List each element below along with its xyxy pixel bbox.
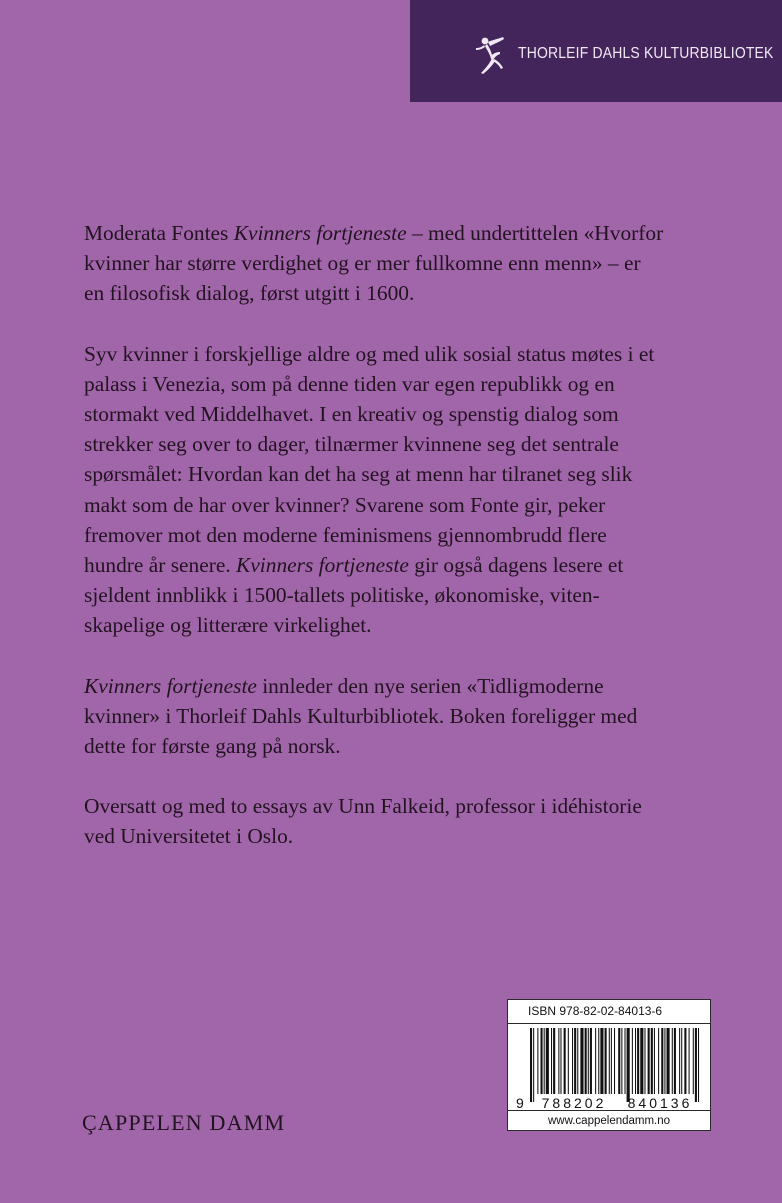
barcode-bar	[537, 1028, 538, 1094]
barcode-bar	[546, 1028, 549, 1094]
book-title-italic: Kvinners fortjeneste	[236, 553, 409, 578]
ean-barcode	[514, 1028, 706, 1110]
text-segment: gir også dagens lesere et	[408, 553, 624, 578]
barcode-bar	[600, 1028, 603, 1094]
barcode-bar	[693, 1028, 694, 1094]
barcode-bar	[585, 1028, 587, 1094]
barcode-bar	[674, 1028, 676, 1094]
text-segment: spørsmålet: Hvordan kan det ha seg at menn har tilranet seg slik	[84, 462, 633, 487]
paragraph	[84, 791, 724, 851]
barcode-bar	[661, 1028, 663, 1094]
publisher-url: www.cappelendamm.no	[508, 1110, 710, 1131]
text-segment: strekker seg over to dager, tilnærmer kvinnene seg det sentrale	[84, 432, 619, 457]
text-segment: skapelige og litterære virkelighet.	[84, 613, 372, 638]
barcode-bar	[611, 1028, 612, 1094]
text-segment: innleder den nye serien «Tidligmoderne	[256, 673, 604, 698]
barcode-bar	[574, 1028, 576, 1094]
back-cover-text	[84, 218, 724, 882]
text-line	[84, 550, 724, 580]
barcode-bar	[553, 1028, 555, 1094]
text-segment: ved Universitetet i Oslo.	[84, 824, 294, 849]
barcode-bar	[588, 1028, 589, 1094]
barcode-bar	[695, 1028, 697, 1102]
barcode-bar	[614, 1028, 615, 1094]
barcode-bar	[590, 1028, 592, 1094]
text-line	[84, 339, 724, 369]
barcode-bar	[598, 1028, 599, 1094]
text-line	[84, 369, 724, 399]
barcode-bar	[605, 1028, 607, 1094]
barcode-bar	[648, 1028, 650, 1094]
barcode-bar	[689, 1028, 690, 1094]
text-line	[84, 791, 724, 821]
barcode-bar	[621, 1028, 622, 1094]
text-segment: kvinner har større verdighet og er mer fullkomne enn menn» – er	[84, 251, 641, 276]
barcode-bar	[558, 1028, 559, 1094]
text-line	[84, 610, 724, 640]
text-segment: Moderata Fontes	[84, 221, 234, 245]
barcode-bar	[679, 1028, 680, 1094]
barcode-bar	[654, 1028, 655, 1094]
text-segment: hundre år senere.	[84, 553, 237, 578]
series-name: THORLEIF DAHLS KULTURBIBLIOTEK	[518, 45, 774, 62]
paragraph	[84, 218, 724, 309]
barcode-bar	[651, 1028, 653, 1094]
barcode-digits: 9	[516, 1095, 524, 1110]
text-line	[84, 580, 724, 610]
series-banner	[410, 0, 782, 102]
text-segment: Oversatt og med to essays av Unn Falkeid, professor i idéhistorie	[84, 794, 642, 819]
barcode-bar	[637, 1028, 639, 1094]
barcode-bar	[609, 1028, 610, 1094]
text-line	[84, 248, 724, 278]
barcode-bar	[681, 1028, 682, 1094]
text-segment: Syv kvinner i forskjellige aldre og med ulik sosial status møtes i et	[84, 341, 655, 366]
text-line	[84, 821, 724, 851]
text-line	[84, 731, 724, 761]
barcode-bar	[541, 1028, 543, 1094]
barcode-bar	[667, 1028, 670, 1094]
barcode-bar	[568, 1028, 569, 1094]
barcode-bar	[640, 1028, 643, 1094]
barcode-bar	[572, 1028, 573, 1094]
barcode-digits: 840136	[627, 1095, 693, 1110]
text-segment: makt som de har over kvinner? Svarene som Fonte gir, peker	[84, 492, 606, 517]
barcode-box	[507, 999, 711, 1131]
text-line	[84, 399, 724, 429]
barcode-bar	[635, 1028, 636, 1094]
barcode-bar	[627, 1028, 630, 1102]
barcode-bar	[684, 1028, 686, 1094]
barcode-bar	[560, 1028, 561, 1094]
isbn-label: ISBN 978-82-02-84013-6	[508, 1000, 710, 1024]
book-title-italic: Kvinners fortjeneste	[233, 221, 407, 245]
barcode-bar	[564, 1028, 566, 1094]
text-segment: palass i Venezia, som på denne tiden var egen republikk og en	[84, 371, 615, 396]
text-line	[84, 429, 724, 459]
barcode-bar	[664, 1028, 665, 1094]
paragraph	[84, 671, 724, 762]
text-segment: en filosofisk dialog, først utgitt i 1600.	[84, 281, 415, 306]
barcode-bar	[672, 1028, 673, 1094]
barcode-bar	[625, 1028, 626, 1094]
text-line	[84, 278, 724, 308]
barcode-bar	[658, 1028, 659, 1094]
paragraph	[84, 339, 724, 641]
barcode-digits: 788202	[541, 1095, 607, 1110]
barcode-bar	[530, 1028, 532, 1102]
text-line	[84, 459, 724, 489]
barcode-bar	[644, 1028, 645, 1094]
text-segment: stormakt ved Middelhavet. I en kreativ og spenstig dialog som	[84, 402, 619, 427]
text-segment: fremover mot den moderne feminismens gjennombrudd flere	[84, 522, 607, 547]
barcode-bar	[544, 1028, 545, 1094]
barcode-bar	[577, 1028, 578, 1094]
text-line	[84, 490, 724, 520]
barcode-bar	[580, 1028, 583, 1094]
text-line	[84, 520, 724, 550]
barcode-bar	[595, 1028, 596, 1094]
barcode-bar	[533, 1028, 534, 1102]
barcode-bar	[551, 1028, 552, 1094]
barcode-bar	[632, 1028, 633, 1094]
text-segment: – med undertittelen «Hvorfor	[406, 221, 664, 245]
text-segment: dette for første gang på norsk.	[84, 734, 341, 759]
text-line	[84, 218, 724, 248]
text-segment: sjeldent innblikk i 1500-tallets politiske, økonomiske, viten-	[84, 583, 600, 608]
publisher-logo: ÇAPPELEN DAMM	[82, 1110, 286, 1135]
barcode-bar	[618, 1028, 620, 1094]
text-line	[84, 701, 724, 731]
dancer-figure-icon	[476, 33, 516, 77]
text-line	[84, 671, 724, 701]
text-segment: kvinner» i Thorleif Dahls Kulturbibliotek. Boken foreligger med	[84, 703, 638, 728]
barcode-bar	[698, 1028, 699, 1102]
book-title-italic: Kvinners fortjeneste	[84, 673, 257, 698]
